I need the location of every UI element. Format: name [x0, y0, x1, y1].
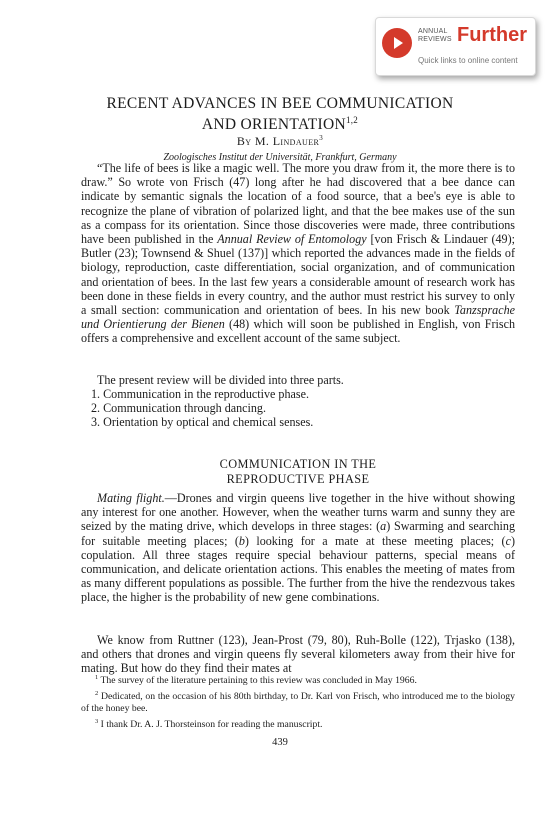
- list-item: 2. Communication through dancing.: [91, 401, 266, 416]
- list-item: 3. Orientation by optical and chemical senses.: [91, 415, 314, 430]
- play-arrow-icon[interactable]: [382, 28, 412, 58]
- institution: Zoologisches Institut der Universität, Frankfurt, Germany: [163, 152, 397, 163]
- section-heading: COMMUNICATION IN THE REPRODUCTIVE PHASE: [219, 457, 377, 486]
- further-label[interactable]: Further: [457, 24, 527, 46]
- article-title: RECENT ADVANCES IN BEE COMMUNICATION AND ORIENTATION$^{1,2}$: [106, 95, 454, 134]
- annual-reviews-further-badge[interactable]: [375, 17, 536, 76]
- outline-list: [91, 387, 313, 430]
- further-subtitle[interactable]: Quick links to online content: [418, 56, 518, 65]
- mating-paragraph-2: We know from Ruttner (123), Jean-Prost (79, 80), Ruh-Bolle (122), Trjasko (138), and others that drones and virgin queens fly several kilometers away from their hive for mating. But how do they find their mates at: [81, 633, 515, 676]
- footnote: $^3$ I thank Dr. A. J. Thorsteinson for reading the manuscript.: [95, 717, 323, 730]
- footnote: $^2$ Dedicated, on the occasion of his 80th birthday, to Dr. Karl von Frisch, who introduced me to the biology of the honey bee.: [81, 689, 515, 715]
- list-item: 1. Communication in the reproductive phase.: [91, 387, 309, 401]
- outline-intro: The present review will be divided into three parts.: [97, 373, 344, 387]
- footnote: $^1$ The survey of the literature pertaining to this review was concluded in May 1966.: [95, 674, 417, 687]
- annual-reviews-logo-text: ANNUAL REVIEWS: [418, 28, 452, 43]
- author-line: By M. Lindauer$^3$: [236, 134, 324, 148]
- footnotes: [81, 672, 515, 731]
- mating-flight-paragraph: Mating flight.—Drones and virgin queens live together in the hive without showing any interest for one another. However, when the weather turns warm and sunny they are seized by the mating drive, which develops in three stages: (a) Swarming and searching for suitable meeting places; (b) looking for a mate at these meeting places; (c) copulation. All three stages require special behaviour patterns, special means of communication, and delicate orientation actions. This enables the meeting of mates from as many different populations as possible. The further from the hive the rendezvous takes place, the higher is the probability of new gene combinations.: [81, 491, 515, 605]
- page-number: 439: [272, 737, 288, 748]
- intro-paragraph: “The life of bees is like a magic well. The more you draw from it, the more there is to draw.” So wrote von Frisch (47) long after he had discovered that a bee dance can indicate by semantic signals the location of a food source, that a bee's eye is able to recognize the plane of vibration of polarized light, and that the bee makes use of the sun as a compass for its orientation. Since those discoveries were made, three contributions have been published in the Annual Review of Entomology [von Frisch & Lindauer (49); Butler (23); Townsend & Shuel (137)] which reported the advances made in the fields of biology, reproduction, caste differentiation, social organization, and of communication and orientation of bees. In the last few years a considerable amount of research work has been done in these fields in every country, and the author must restrict his survey to only a small section: communication and orientation of bees. In his new book Tanzsprache und Orientierung der Bienen (48) which will soon be published in English, von Frisch offers a comprehensive and excellent account of the same subject.: [81, 161, 515, 346]
